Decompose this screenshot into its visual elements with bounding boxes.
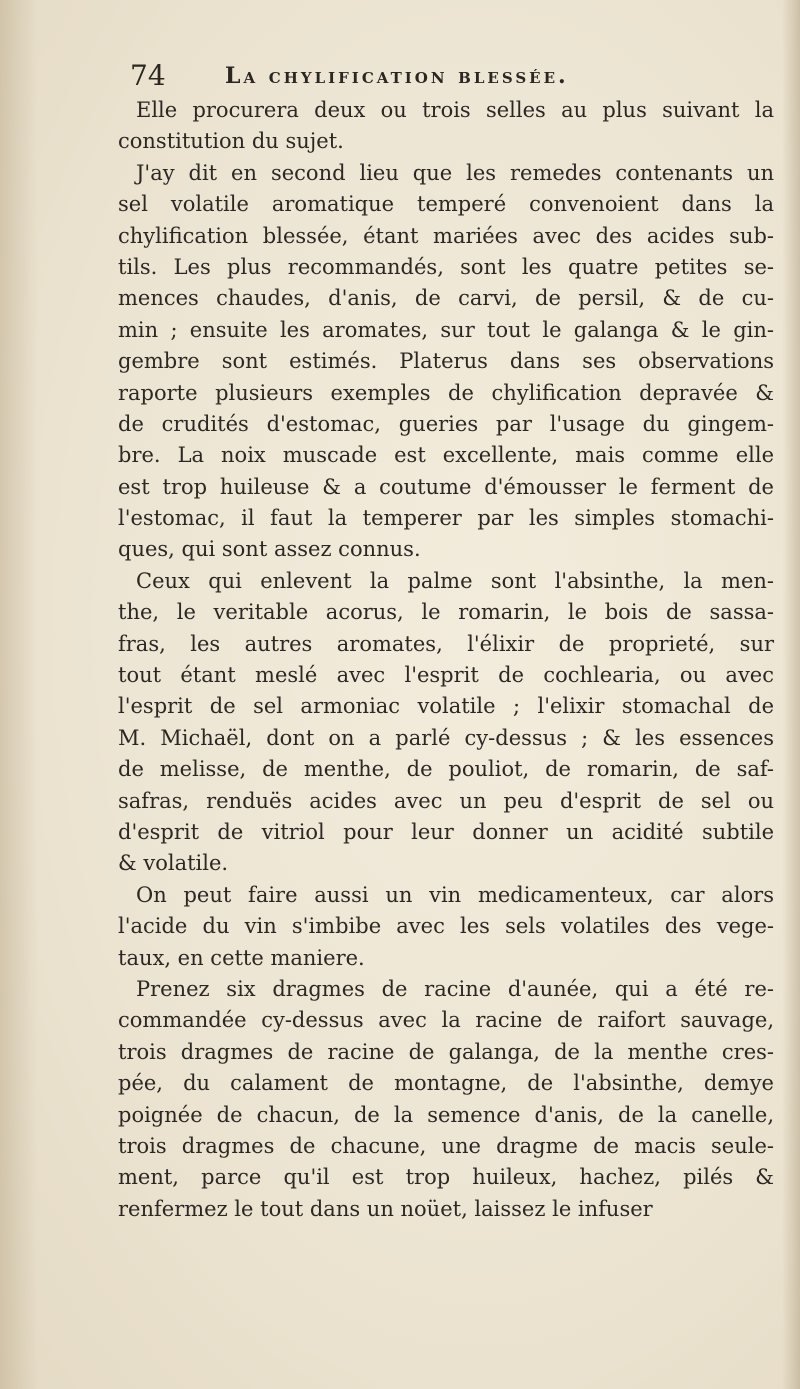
text-line: J'ay dit en second lieu que les remedes contenants un xyxy=(136,160,774,185)
text-line: sel volatile aromatique temperé convenoient dans la xyxy=(118,192,774,217)
text-line: Ceux qui enlevent la palme sont l'absinthe, la men- xyxy=(136,568,774,593)
text-line: est trop huileuse & a coutume d'émousser le ferment de xyxy=(118,474,774,499)
text-line: mences chaudes, d'anis, de carvi, de persil, & de cu- xyxy=(118,286,774,311)
text-line: Prenez six dragmes de racine d'aunée, qui a été re- xyxy=(136,976,774,1001)
text-line: pée, du calament de montagne, de l'absinthe, demye xyxy=(118,1071,774,1096)
text-line: renfermez le tout dans un noüet, laissez le infuser xyxy=(118,1196,653,1221)
text-line: l'estomac, il faut la temperer par les simples stomachi- xyxy=(118,506,774,531)
running-title: La chylification blessée. xyxy=(225,63,569,89)
text-line: the, le veritable acorus, le romarin, le bois de sassa- xyxy=(118,600,774,625)
text-line: l'esprit de sel armoniac volatile ; l'elixir stomachal de xyxy=(118,694,774,719)
text-line: bre. La noix muscade est excellente, mais comme elle xyxy=(118,443,774,468)
text-line: de crudités d'estomac, gueries par l'usage du gingem- xyxy=(118,411,774,436)
text-line: trois dragmes de chacune, une dragme de macis seule- xyxy=(118,1133,774,1158)
text-line: poignée de chacun, de la semence d'anis, de la canelle, xyxy=(118,1102,774,1127)
running-head xyxy=(130,56,690,96)
text-line: safras, renduës acides avec un peu d'esprit de sel ou xyxy=(118,788,774,813)
text-line: l'acide du vin s'imbibe avec les sels volatiles des vege- xyxy=(118,914,774,939)
text-line: tout étant meslé avec l'esprit de cochlearia, ou avec xyxy=(118,663,774,688)
body-text xyxy=(118,95,778,1225)
text-line: min ; ensuite les aromates, sur tout le galanga & le gin- xyxy=(118,317,774,342)
text-line: commandée cy-dessus avec la racine de raifort sauvage, xyxy=(118,1008,774,1033)
text-line: gembre sont estimés. Platerus dans ses observations xyxy=(118,349,774,374)
text-line: de melisse, de menthe, de pouliot, de romarin, de saf- xyxy=(118,757,774,782)
text-line: d'esprit de vitriol pour leur donner un acidité subtile xyxy=(118,819,774,844)
text-line: ment, parce qu'il est trop huileux, hachez, pilés & xyxy=(118,1165,774,1190)
text-line: Elle procurera deux ou trois selles au plus suivant la xyxy=(136,98,774,122)
text-line: taux, en cette maniere. xyxy=(118,945,365,970)
text-line: ques, qui sont assez connus. xyxy=(118,537,421,562)
text-line: On peut faire aussi un vin medicamenteux, car alors xyxy=(136,882,774,907)
text-line: & volatile. xyxy=(118,851,229,876)
page-number: 74 xyxy=(130,59,166,92)
text-line: chylification blessée, étant mariées avec des acides sub- xyxy=(118,223,774,248)
text-line: tils. Les plus recommandés, sont les quatre petites se- xyxy=(118,254,774,279)
text-line: fras, les autres aromates, l'élixir de proprieté, sur xyxy=(118,631,775,656)
text-line: M. Michaël, dont on a parlé cy-dessus ; & les essences xyxy=(118,725,774,750)
text-line: constitution du sujet. xyxy=(118,129,344,154)
text-line: trois dragmes de racine de galanga, de la menthe cres- xyxy=(118,1039,774,1064)
text-line: raporte plusieurs exemples de chylification depravée & xyxy=(118,380,774,405)
